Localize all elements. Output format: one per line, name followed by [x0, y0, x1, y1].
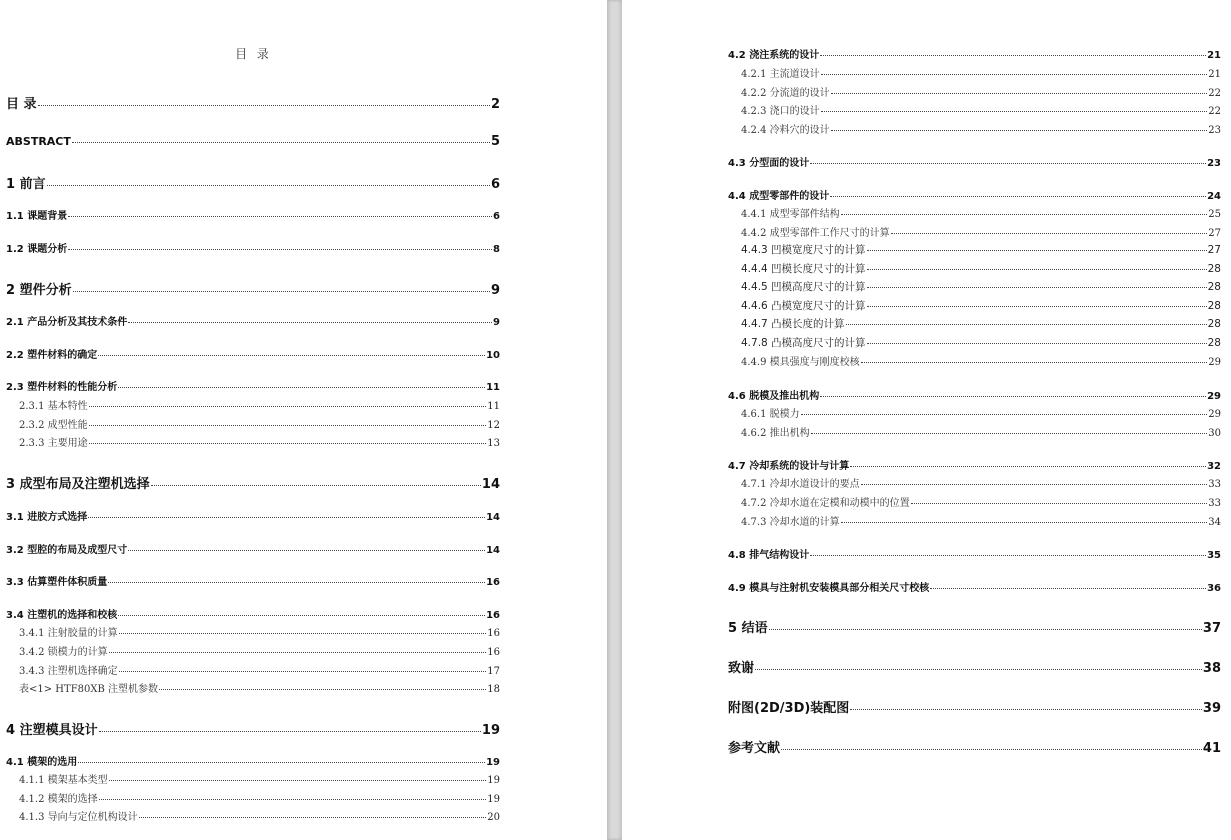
dot-leader	[867, 250, 1207, 251]
toc-entry-page: 16	[487, 628, 500, 639]
toc-entry-page: 14	[486, 512, 500, 523]
dot-leader	[846, 324, 1207, 325]
toc-entry-page: 17	[487, 666, 500, 677]
toc-entry-page: 20	[487, 812, 500, 823]
toc-entry-page: 23	[1208, 125, 1221, 136]
toc-entry-text: 4.2 浇注系统的设计	[728, 50, 820, 61]
dot-leader	[781, 749, 1202, 750]
toc-entry[interactable]	[6, 541, 500, 556]
toc-entry[interactable]	[728, 84, 1221, 99]
dot-leader	[810, 163, 1206, 164]
dot-leader	[128, 550, 485, 551]
toc-entry[interactable]	[728, 121, 1221, 136]
toc-entry[interactable]	[6, 93, 500, 112]
toc-entry-text: 4.4.3 凹模宽度尺寸的计算	[741, 244, 866, 256]
toc-entry-text: 4.2.4 冷料穴的设计	[741, 125, 830, 136]
dot-leader	[109, 652, 487, 653]
toc-entry[interactable]	[6, 771, 500, 786]
toc-entry-page: 29	[1207, 391, 1221, 402]
dot-leader	[867, 269, 1207, 270]
toc-entry[interactable]	[728, 579, 1221, 594]
dot-leader	[72, 142, 490, 143]
toc-entry[interactable]	[728, 617, 1221, 636]
toc-entry-page: 25	[1208, 209, 1221, 220]
toc-entry-text: 2.3 塑件材料的性能分析	[6, 382, 118, 393]
toc-entry-text: 4 注塑模具设计	[6, 723, 98, 738]
toc-entry-page: 22	[1208, 106, 1221, 117]
toc-entry-text: 目 录	[6, 97, 37, 112]
document-page-left	[0, 0, 607, 840]
toc-entry[interactable]	[728, 261, 1221, 276]
toc-entry[interactable]	[6, 346, 500, 361]
dot-leader	[820, 55, 1206, 56]
toc-entry[interactable]	[728, 65, 1221, 80]
toc-entry-text: 4.4 成型零部件的设计	[728, 191, 830, 202]
toc-entry[interactable]	[728, 205, 1221, 220]
dot-leader	[99, 731, 481, 732]
toc-entry-page: 33	[1208, 479, 1221, 490]
toc-entry-page: 28	[1207, 263, 1221, 275]
toc-entry[interactable]	[6, 753, 500, 768]
toc-entry-text: 4.4.1 成型零部件结构	[741, 209, 840, 220]
toc-entry-text: 4.2.1 主流道设计	[741, 69, 820, 80]
toc-entry[interactable]	[6, 397, 500, 412]
dot-leader	[119, 671, 487, 672]
toc-entry-text: 2.3.1 基本特性	[19, 401, 88, 412]
toc-entry[interactable]	[728, 102, 1221, 117]
toc-entry-text: 4.1.3 导向与定位机构设计	[19, 812, 138, 823]
toc-entry-text: 4.3 分型面的设计	[728, 158, 810, 169]
toc-entry[interactable]	[728, 316, 1221, 331]
dot-leader	[78, 762, 485, 763]
toc-entry-text: 表<1> HTF80XB 注塑机参数	[19, 684, 158, 695]
toc-entry-page: 29	[1208, 357, 1221, 368]
dot-leader	[841, 522, 1208, 523]
toc-entry-page: 28	[1207, 337, 1221, 349]
toc-entry[interactable]	[6, 313, 500, 328]
toc-entry[interactable]	[728, 353, 1221, 368]
toc-entry-page: 6	[493, 211, 500, 222]
toc-entry-text: 4.1.2 模架的选择	[19, 794, 98, 805]
toc-entry[interactable]	[6, 207, 500, 222]
dot-leader	[89, 425, 487, 426]
toc-entry-page: 21	[1207, 50, 1221, 61]
toc-entry-page: 5	[490, 134, 500, 149]
toc-entry-page: 12	[487, 420, 500, 431]
toc-entry[interactable]	[728, 335, 1221, 350]
toc-entry-page: 30	[1208, 428, 1221, 439]
toc-entry[interactable]	[6, 606, 500, 621]
toc-entry-text: 4.7.1 冷却水道设计的要点	[741, 479, 860, 490]
dot-leader	[831, 130, 1208, 131]
dot-leader	[850, 466, 1206, 467]
dot-leader	[820, 396, 1206, 397]
toc-entry[interactable]	[6, 434, 500, 449]
toc-entry-page: 36	[1207, 583, 1221, 594]
dot-leader	[109, 780, 487, 781]
dot-leader	[891, 233, 1208, 234]
toc-entry-text: 3.4.1 注射胶量的计算	[19, 628, 118, 639]
toc-entry[interactable]	[728, 494, 1221, 509]
toc-entry-text: 致谢	[728, 661, 755, 676]
toc-entry[interactable]	[728, 298, 1221, 313]
toc-entry-text: 3.4 注塑机的选择和校核	[6, 610, 118, 621]
toc-entry-page: 28	[1207, 281, 1221, 293]
toc-entry-text: 2 塑件分析	[6, 283, 72, 298]
toc-entry-page: 19	[481, 723, 500, 738]
toc-entry-text: 5 结语	[728, 621, 768, 636]
toc-entry[interactable]	[728, 46, 1221, 61]
toc-entry[interactable]	[6, 416, 500, 431]
toc-entry-text: 3 成型布局及注塑机选择	[6, 477, 150, 492]
dot-leader	[151, 485, 481, 486]
toc-entry[interactable]	[6, 134, 500, 149]
toc-entry-page: 27	[1208, 228, 1221, 239]
toc-entry-page: 13	[487, 438, 500, 449]
toc-entry-text: 4.2.2 分流道的设计	[741, 88, 830, 99]
dot-leader	[98, 355, 485, 356]
dot-leader	[769, 629, 1202, 630]
toc-entry-text: 2.3.3 主要用途	[19, 438, 88, 449]
toc-entry[interactable]	[6, 279, 500, 298]
toc-entry-text: 1 前言	[6, 177, 46, 192]
toc-entry-page: 28	[1207, 318, 1221, 330]
toc-entry-page: 14	[481, 477, 500, 492]
toc-entry-text: 4.4.2 成型零部件工作尺寸的计算	[741, 228, 890, 239]
toc-entry-text: 附图(2D/3D)装配图	[728, 701, 850, 716]
toc-entry-text: 2.1 产品分析及其技术条件	[6, 317, 128, 328]
toc-entry-text: 3.3 估算塑件体积质量	[6, 577, 108, 588]
dot-leader	[930, 588, 1206, 589]
toc-entry-page: 18	[487, 684, 500, 695]
dot-leader	[108, 582, 485, 583]
toc-entry-page: 24	[1207, 191, 1221, 202]
toc-entry-text: 4.1.1 模架基本类型	[19, 775, 108, 786]
toc-entry-page: 8	[493, 244, 500, 255]
dot-leader	[821, 111, 1208, 112]
toc-entry-page: 16	[486, 577, 500, 588]
toc-entry[interactable]	[728, 697, 1221, 716]
toc-entry-text: 4.8 排气结构设计	[728, 550, 810, 561]
toc-entry-text: 2.2 塑件材料的确定	[6, 350, 98, 361]
dot-leader	[68, 249, 492, 250]
toc-entry-page: 19	[487, 775, 500, 786]
toc-entry-text: 4.2.3 浇口的设计	[741, 106, 820, 117]
toc-entry-page: 28	[1207, 300, 1221, 312]
toc-entry-page: 11	[486, 382, 500, 393]
toc-entry-text: 4.7.8 凸模高度尺寸的计算	[741, 337, 866, 349]
dot-leader	[821, 74, 1208, 75]
toc-entry[interactable]	[728, 737, 1221, 756]
toc-entry[interactable]	[728, 405, 1221, 420]
toc-entry-page: 34	[1208, 517, 1221, 528]
toc-entry-page: 41	[1202, 741, 1221, 756]
toc-entry[interactable]	[6, 790, 500, 805]
toc-entry-page: 37	[1202, 621, 1221, 636]
toc-entry[interactable]	[728, 424, 1221, 439]
dot-leader	[861, 484, 1208, 485]
dot-leader	[128, 322, 492, 323]
page-gutter	[607, 0, 622, 840]
toc-entry-page: 6	[490, 177, 500, 192]
toc-entry[interactable]	[728, 187, 1221, 202]
toc-entry[interactable]	[6, 573, 500, 588]
toc-entry[interactable]	[6, 624, 500, 639]
dot-leader	[841, 214, 1208, 215]
dot-leader	[810, 555, 1206, 556]
dot-leader	[159, 689, 486, 690]
toc-entry[interactable]	[6, 719, 500, 738]
toc-title: 目 录	[235, 47, 272, 61]
toc-entry-page: 16	[487, 647, 500, 658]
toc-entry-text: 1.2 课题分析	[6, 244, 68, 255]
toc-entry[interactable]	[6, 680, 500, 695]
toc-entry-text: 4.7.2 冷却水道在定模和动模中的位置	[741, 498, 910, 509]
toc-entry-text: 4.7.3 冷却水道的计算	[741, 517, 840, 528]
toc-entry-page: 2	[490, 97, 500, 112]
toc-entry[interactable]	[728, 387, 1221, 402]
toc-entry-page: 10	[486, 350, 500, 361]
dot-leader	[47, 185, 490, 186]
toc-entry-text: 参考文献	[728, 741, 781, 756]
dot-leader	[139, 817, 487, 818]
toc-entry-text: 3.1 进胶方式选择	[6, 512, 88, 523]
dot-leader	[867, 343, 1207, 344]
dot-leader	[38, 105, 490, 106]
toc-entry[interactable]	[728, 457, 1221, 472]
dot-leader	[68, 216, 492, 217]
dot-leader	[867, 306, 1207, 307]
document-page-right	[622, 0, 1231, 840]
toc-entry[interactable]	[728, 154, 1221, 169]
toc-entry-text: 3.4.3 注塑机选择确定	[19, 666, 118, 677]
dot-leader	[755, 669, 1202, 670]
toc-entry[interactable]	[6, 508, 500, 523]
toc-entry[interactable]	[728, 657, 1221, 676]
toc-entry[interactable]	[6, 378, 500, 393]
dot-leader	[830, 196, 1206, 197]
toc-entry-text: 4.4.7 凸模长度的计算	[741, 318, 845, 330]
toc-entry[interactable]	[6, 473, 500, 492]
toc-entry-text: 2.3.2 成型性能	[19, 420, 88, 431]
dot-leader	[831, 93, 1208, 94]
toc-entry[interactable]	[728, 279, 1221, 294]
toc-entry-page: 38	[1202, 661, 1221, 676]
dot-leader	[89, 443, 487, 444]
toc-entry-page: 9	[493, 317, 500, 328]
toc-entry[interactable]	[6, 808, 500, 823]
toc-entry-text: 4.4.5 凹模高度尺寸的计算	[741, 281, 866, 293]
dot-leader	[73, 291, 490, 292]
toc-entry-text: 4.4.6 凸模宽度尺寸的计算	[741, 300, 866, 312]
toc-entry-page: 33	[1208, 498, 1221, 509]
dot-leader	[88, 517, 485, 518]
toc-entry-text: 4.9 模具与注射机安装模具部分相关尺寸校核	[728, 583, 930, 594]
toc-entry-page: 21	[1208, 69, 1221, 80]
dot-leader	[801, 414, 1208, 415]
toc-entry-text: ABSTRACT	[6, 135, 71, 148]
toc-entry-page: 23	[1207, 158, 1221, 169]
toc-entry-text: 4.1 模架的选用	[6, 757, 78, 768]
toc-entry-page: 27	[1207, 244, 1221, 256]
toc-entry[interactable]	[728, 475, 1221, 490]
dot-leader	[119, 633, 487, 634]
toc-entry-text: 4.6 脱模及推出机构	[728, 391, 820, 402]
toc-entry-text: 3.2 型腔的布局及成型尺寸	[6, 545, 128, 556]
dot-leader	[811, 433, 1208, 434]
toc-entry-text: 4.4.9 模具强度与刚度校核	[741, 357, 860, 368]
dot-leader	[850, 709, 1202, 710]
dot-leader	[861, 362, 1208, 363]
toc-entry[interactable]	[6, 643, 500, 658]
toc-entry-text: 1.1 课题背景	[6, 211, 68, 222]
toc-entry-text: 4.7 冷却系统的设计与计算	[728, 461, 850, 472]
dot-leader	[118, 615, 485, 616]
toc-entry-page: 11	[487, 401, 500, 412]
toc-entry-text: 4.6.1 脱模力	[741, 409, 800, 420]
toc-entry-page: 35	[1207, 550, 1221, 561]
toc-entry-text: 4.4.4 凹模长度尺寸的计算	[741, 263, 866, 275]
dot-leader	[867, 287, 1207, 288]
toc-entry[interactable]	[6, 173, 500, 192]
toc-entry[interactable]	[728, 224, 1221, 239]
toc-entry[interactable]	[6, 240, 500, 255]
toc-entry-text: 4.6.2 推出机构	[741, 428, 810, 439]
toc-entry-text: 3.4.2 锁模力的计算	[19, 647, 108, 658]
toc-entry-page: 19	[487, 794, 500, 805]
toc-entry-page: 22	[1208, 88, 1221, 99]
toc-entry-page: 16	[486, 610, 500, 621]
toc-entry-page: 9	[490, 283, 500, 298]
dot-leader	[118, 387, 485, 388]
toc-entry[interactable]	[6, 662, 500, 677]
toc-entry-page: 14	[486, 545, 500, 556]
toc-entry[interactable]	[728, 513, 1221, 528]
toc-entry-page: 32	[1207, 461, 1221, 472]
toc-entry[interactable]	[728, 546, 1221, 561]
dot-leader	[99, 799, 487, 800]
toc-entry-page: 29	[1208, 409, 1221, 420]
toc-entry[interactable]	[728, 242, 1221, 257]
dot-leader	[911, 503, 1208, 504]
toc-entry-page: 19	[486, 757, 500, 768]
dot-leader	[89, 406, 487, 407]
toc-entry-page: 39	[1202, 701, 1221, 716]
